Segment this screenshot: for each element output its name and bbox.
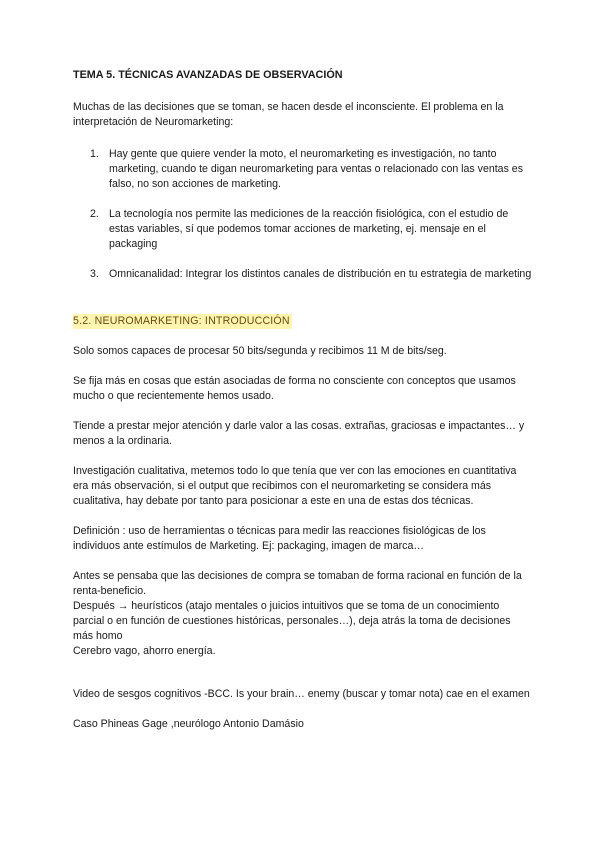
paragraph-group-decisiones: [73, 569, 533, 659]
numbered-list: [73, 147, 533, 282]
paragraph-video: Video de sesgos cognitivos -BCC. Is your brain… enemy (buscar y tomar nota) cae en el examen: [73, 688, 530, 700]
paragraph-antes: Antes se pensaba que las decisiones de compra se tomaban de forma racional en función de la renta-beneficio.: [73, 570, 522, 597]
list-item-text: Omnicanalidad: Integrar los distintos canales de distribución en tu estrategia de marketing: [109, 268, 532, 280]
document-title: TEMA 5. TÉCNICAS AVANZADAS DE OBSERVACIÓN: [73, 69, 343, 81]
paragraph-caso: Caso Phineas Gage ,neurólogo Antonio Damásio: [73, 718, 304, 730]
list-item-number: 2.: [90, 208, 99, 220]
paragraph-bits: Solo somos capaces de procesar 50 bits/segunda y recibimos 11 M de bits/seg.: [73, 345, 447, 357]
paragraph-definicion: Definición : uso de herramientas o técnicas para medir las reacciones fisiológicas de los individuos ante estímulos de Marketing. Ej: packaging, imagen de marca…: [73, 525, 486, 552]
paragraph-atencion: Tiende a prestar mejor atención y darle valor a las cosas. extrañas, graciosas e impactantes… y menos a la ordinaria.: [73, 420, 525, 447]
intro-paragraph: Muchas de las decisiones que se toman, se hacen desde el inconsciente. El problema en la interpretación de Neuromarketing:: [73, 101, 504, 128]
document-page: [73, 68, 533, 732]
list-item-text: Hay gente que quiere vender la moto, el neuromarketing es investigación, no tanto marketing, cuando te digan neuromarketing para ventas o relacionado con las ventas es falso, no son acciones de marketing.: [109, 148, 523, 190]
list-item-number: 1.: [90, 148, 99, 160]
list-item-number: 3.: [90, 268, 99, 280]
list-item: [73, 267, 533, 282]
paragraph-investigacion: Investigación cualitativa, metemos todo lo que tenía que ver con las emociones en cuantitativa era más observación, si el output que recibimos con el neuromarketing se considera más cualitativa, hay debate por tanto para posicionar a este en una de estas dos técnicas.: [73, 465, 517, 507]
paragraph-asociadas: Se fija más en cosas que están asociadas de forma no consciente con conceptos que usamos mucho o que recientemente hemos usado.: [73, 375, 516, 402]
section-heading: 5.2. NEUROMARKETING: INTRODUCCIÓN: [73, 315, 290, 327]
paragraph-cerebro: Cerebro vago, ahorro energía.: [73, 645, 216, 657]
list-item-text: La tecnología nos permite las mediciones de la reacción fisiológica, con el estudio de estas variables, sí que podemos tomar acciones de marketing, ej. mensaje en el packaging: [109, 208, 509, 250]
paragraph-despues: Después → heurísticos (atajo mentales o juicios intuitivos que se toma de un conocimiento parcial o en función de cuestiones históricas, personales…), deja atrás la toma de decisiones más homo: [73, 600, 511, 642]
list-item: [73, 207, 533, 252]
list-item: [73, 147, 533, 192]
